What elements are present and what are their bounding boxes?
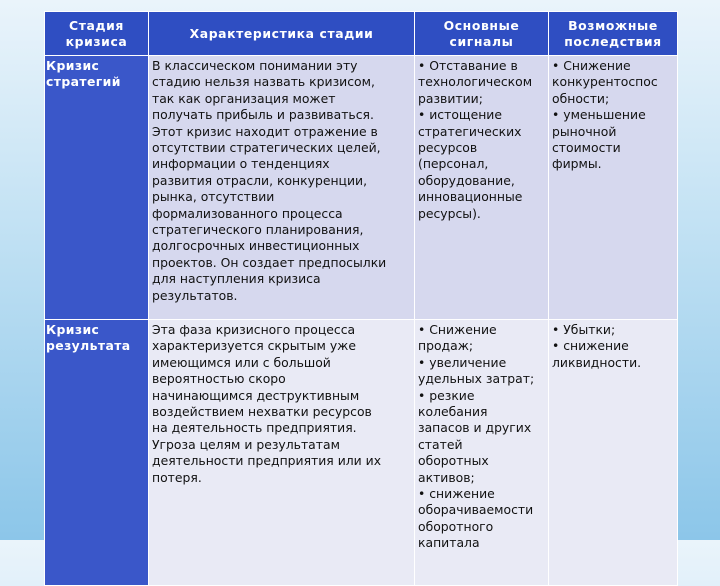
text-line: активов; xyxy=(418,469,475,485)
header-stage-line1: Стадия xyxy=(69,17,124,33)
text-line: воздействием нехватки ресурсов xyxy=(152,404,372,420)
text-line: ресурсов xyxy=(418,140,478,156)
stage-line: Кризис xyxy=(46,58,100,73)
consequences-cell xyxy=(549,56,678,320)
text-line: вероятностью скоро xyxy=(152,371,286,387)
text-line: деятельности предприятия или их xyxy=(152,453,382,469)
header-row xyxy=(45,12,678,56)
text-line: информации о тенденциях xyxy=(152,156,330,172)
stage-cell xyxy=(45,56,149,320)
table-row-strategy-crisis xyxy=(45,56,678,320)
text-line: развитии; xyxy=(418,90,483,106)
text-line: В классическом понимании эту xyxy=(152,58,358,73)
text-line: конкурентоспос xyxy=(552,74,658,90)
text-line: потеря. xyxy=(152,469,202,485)
text-line: результатов. xyxy=(152,287,238,303)
header-consequences-line2: последствия xyxy=(564,33,662,49)
text-line: оборачиваемости xyxy=(418,502,534,518)
text-line: • Снижение xyxy=(552,58,631,73)
text-line: статей xyxy=(418,436,463,452)
text-line: Угроза целям и результатам xyxy=(152,436,340,452)
stage-cell xyxy=(45,320,149,586)
text-line: продаж; xyxy=(418,338,474,354)
text-line: • Отставание в xyxy=(418,58,518,73)
text-line: • снижение xyxy=(418,486,495,502)
consequences-cell xyxy=(549,320,678,586)
text-line: • резкие xyxy=(418,387,475,403)
text-line: • увеличение xyxy=(418,354,507,370)
text-line: получать прибыль и развиваться. xyxy=(152,107,374,123)
text-line: так как организация может xyxy=(152,90,336,106)
text-line: запасов и других xyxy=(418,420,532,436)
text-line: ресурсы). xyxy=(418,205,481,221)
text-line: (персонал, xyxy=(418,156,489,172)
text-line: на деятельность предприятия. xyxy=(152,420,357,436)
text-line: начинающимся деструктивным xyxy=(152,387,360,403)
header-stage xyxy=(45,12,149,56)
text-line: для наступления кризиса xyxy=(152,271,321,287)
text-line: оборотного xyxy=(418,518,494,534)
text-line: технологическом xyxy=(418,74,533,90)
text-line: обности; xyxy=(552,90,610,106)
header-consequences-line1: Возможные xyxy=(568,17,658,33)
text-line: развития отрасли, конкуренции, xyxy=(152,172,368,188)
text-line: рынка, отсутствии xyxy=(152,189,275,205)
text-line: имеющимся или с большой xyxy=(152,354,331,370)
text-line: • истощение xyxy=(418,107,502,123)
slide-content xyxy=(44,11,677,551)
text-line: капитала xyxy=(418,535,480,551)
text-line: • снижение xyxy=(552,338,629,354)
text-line: оборотных xyxy=(418,453,489,469)
text-line: стратегических xyxy=(418,123,522,139)
text-line: • Убытки; xyxy=(552,322,616,337)
signals-cell xyxy=(415,320,549,586)
text-line: стратегического планирования, xyxy=(152,222,364,238)
stage-line: стратегий xyxy=(46,74,121,90)
text-line: инновационные xyxy=(418,189,523,205)
header-signals-line1: Основные xyxy=(443,17,520,33)
text-line: колебания xyxy=(418,404,488,420)
text-line: долгосрочных инвестиционных xyxy=(152,238,360,254)
text-line: отсутствии стратегических целей, xyxy=(152,140,381,156)
text-line: рыночной xyxy=(552,123,617,139)
header-signals xyxy=(415,12,549,56)
text-line: стоимости xyxy=(552,140,621,156)
text-line: Эта фаза кризисного процесса xyxy=(152,322,356,337)
characteristic-cell xyxy=(149,56,415,320)
table-row-result-crisis xyxy=(45,320,678,586)
header-characteristic-line1: Характеристика стадии xyxy=(189,25,374,41)
text-line: Этот кризис находит отражение в xyxy=(152,123,378,139)
text-line: • Снижение xyxy=(418,322,497,337)
header-stage-line2: кризиса xyxy=(65,33,128,49)
text-line: формализованного процесса xyxy=(152,205,343,221)
stage-line: Кризис xyxy=(46,322,100,337)
text-line: проектов. Он создает предпосылки xyxy=(152,254,387,270)
text-line: ликвидности. xyxy=(552,354,642,370)
text-line: удельных затрат; xyxy=(418,371,535,387)
text-line: оборудование, xyxy=(418,172,515,188)
signals-cell xyxy=(415,56,549,320)
characteristic-cell xyxy=(149,320,415,586)
text-line: характеризуется скрытым уже xyxy=(152,338,356,354)
crisis-stages-table xyxy=(44,11,678,586)
header-consequences xyxy=(549,12,678,56)
text-line: фирмы. xyxy=(552,156,602,172)
text-line: • уменьшение xyxy=(552,107,646,123)
stage-line: результата xyxy=(46,338,131,354)
header-signals-line2: сигналы xyxy=(449,33,514,49)
text-line: стадию нельзя назвать кризисом, xyxy=(152,74,375,90)
header-characteristic xyxy=(149,12,415,56)
